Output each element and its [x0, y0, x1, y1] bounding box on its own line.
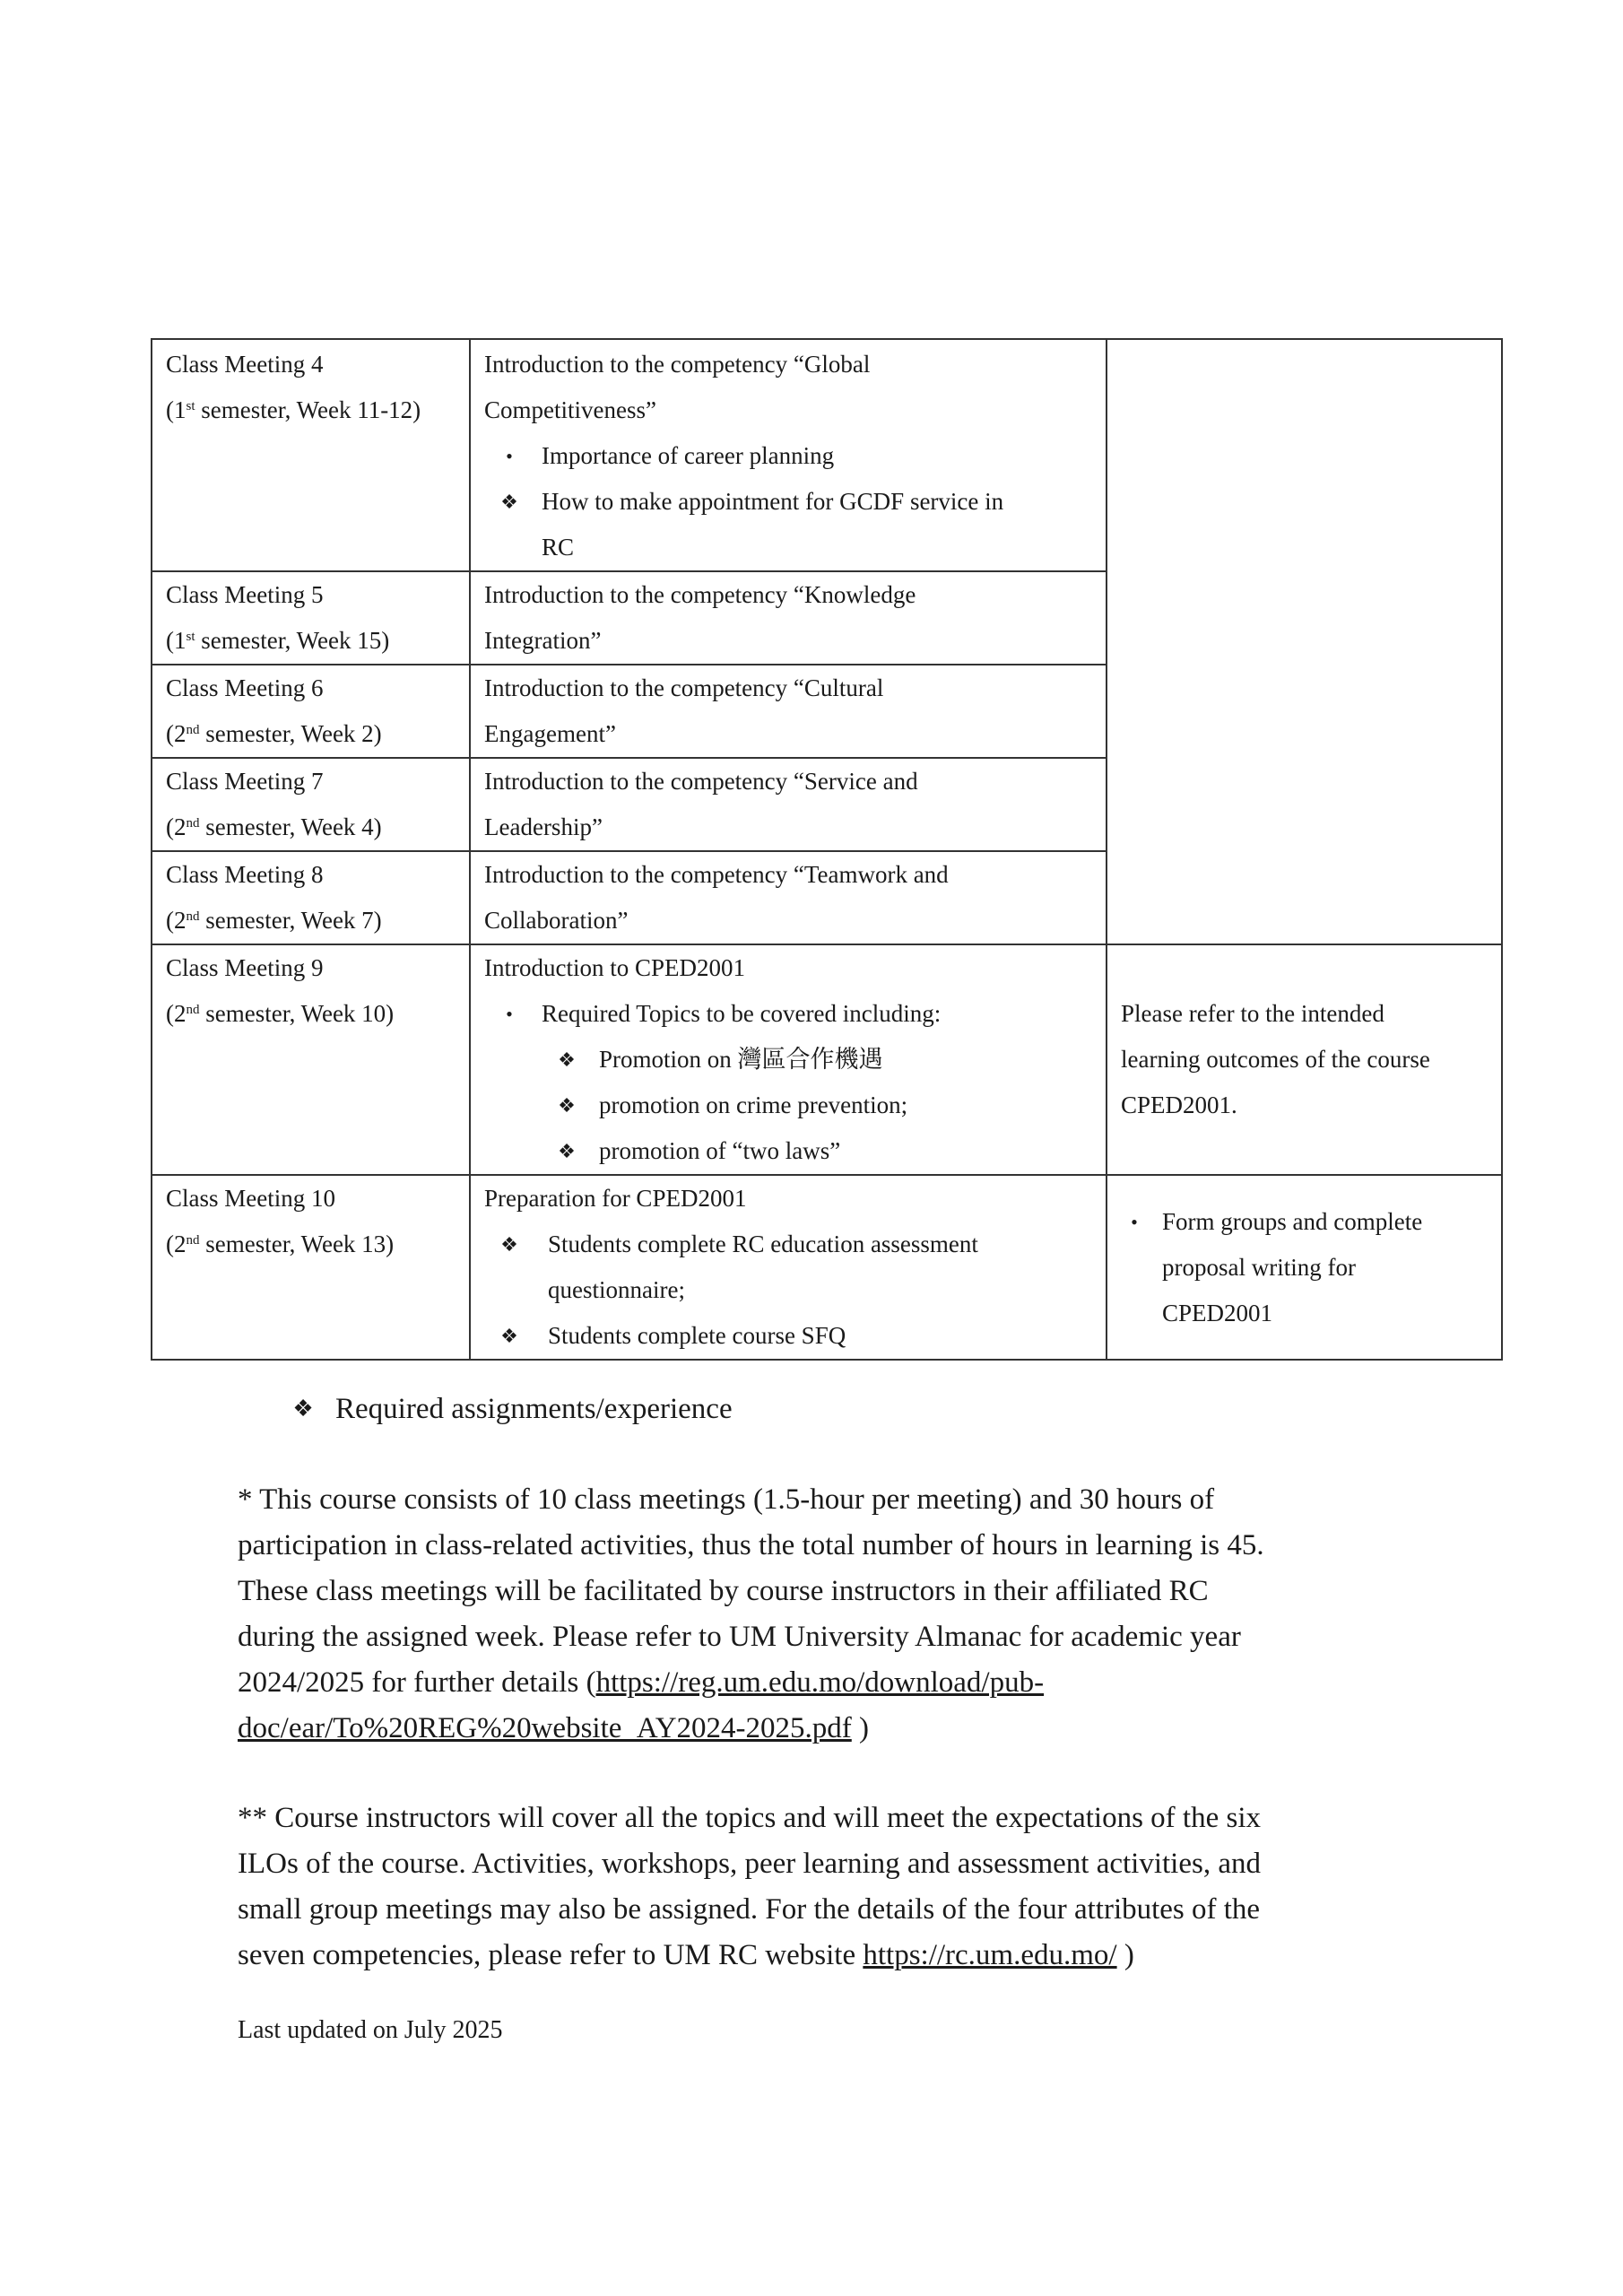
section-heading [285, 1386, 733, 1432]
meeting-name: Class Meeting 5 [166, 581, 324, 608]
outcome-line: CPED2001. [1121, 1091, 1237, 1118]
list-item [484, 1222, 1095, 1267]
list-item-text: promotion on crime prevention; [599, 1091, 908, 1118]
topic-line: Integration” [484, 627, 602, 654]
almanac-link[interactable]: https://reg.um.edu.mo/download/pub- [595, 1666, 1045, 1699]
meeting-schedule: (2nd semester, Week 13) [166, 1231, 395, 1257]
topic-line: Preparation for CPED2001 [484, 1185, 747, 1212]
diamond-bullet-icon: ❖ [500, 1233, 518, 1256]
meeting-schedule: (1st semester, Week 15) [166, 627, 390, 654]
outcome-cell [1107, 1175, 1502, 1360]
meeting-name: Class Meeting 7 [166, 768, 324, 795]
list-item-text: Students complete course SFQ [548, 1322, 846, 1349]
diamond-bullet-icon: ❖ [500, 1325, 518, 1347]
topic-line: Leadership” [484, 813, 603, 840]
rc-website-link[interactable]: https://rc.um.edu.mo/ [863, 1939, 1117, 1971]
note-line: 2024/2025 for further details (https://reg.um.edu.mo/download/pub- [238, 1666, 1045, 1699]
list-item [484, 1313, 1095, 1359]
meeting-name: Class Meeting 8 [166, 861, 324, 888]
list-item-text: proposal writing for [1162, 1253, 1356, 1281]
meeting-name: Class Meeting 10 [166, 1185, 335, 1212]
course-hours-note [238, 1477, 1421, 1752]
list-item-text: Importance of career planning [542, 442, 835, 469]
topic-cell [470, 851, 1107, 944]
list-item [1121, 1199, 1490, 1245]
list-item [484, 433, 1095, 479]
bullet-dot-icon: • [506, 445, 513, 467]
class-meetings-table [151, 338, 1503, 1361]
meeting-cell [152, 944, 470, 1175]
last-updated: Last updated on July 2025 [238, 2016, 503, 2044]
list-item-text: RC [542, 534, 575, 561]
note-line: These class meetings will be facilitated by course instructors in their affiliated RC [238, 1575, 1209, 1607]
meeting-cell [152, 1175, 470, 1360]
list-item-text: Required Topics to be covered including: [542, 1000, 942, 1027]
section-heading-text: Required assignments/experience [335, 1393, 733, 1425]
topic-line: Introduction to the competency “Cultural [484, 674, 884, 701]
list-item [484, 991, 1095, 1037]
topic-cell [470, 944, 1107, 1175]
instructors-note [238, 1796, 1421, 1979]
meeting-cell [152, 339, 470, 571]
diamond-bullet-icon: ❖ [500, 491, 518, 513]
list-item-text: CPED2001 [1162, 1299, 1273, 1326]
meeting-name: Class Meeting 9 [166, 954, 324, 981]
meeting-name: Class Meeting 6 [166, 674, 324, 701]
topic-line: Competitiveness” [484, 396, 656, 423]
meeting-schedule: (1st semester, Week 11-12) [166, 396, 421, 423]
note-line: participation in class-related activities, thus the total number of hours in learning is 45. [238, 1529, 1264, 1561]
list-item-text: Promotion on 灣區合作機遇 [599, 1046, 883, 1073]
almanac-link-continued[interactable]: doc/ear/To%20REG%20website_AY2024-2025.pdf [238, 1712, 852, 1744]
topic-cell [470, 665, 1107, 758]
note-line: ** Course instructors will cover all the topics and will meet the expectations of the six [238, 1802, 1261, 1834]
topic-cell [470, 339, 1107, 571]
topic-line: Introduction to the competency “Knowledge [484, 581, 916, 608]
meeting-cell [152, 571, 470, 665]
diamond-bullet-icon: ❖ [292, 1396, 314, 1422]
meeting-name: Class Meeting 4 [166, 351, 324, 378]
outcome-cell [1107, 339, 1502, 944]
diamond-bullet-icon: ❖ [558, 1048, 576, 1071]
note-line: ILOs of the course. Activities, workshops, peer learning and assessment activities, and [238, 1848, 1261, 1880]
list-item-text: Form groups and complete [1162, 1207, 1423, 1235]
note-line: small group meetings may also be assigned. For the details of the four attributes of the [238, 1893, 1261, 1926]
meeting-cell [152, 851, 470, 944]
outcome-cell [1107, 944, 1502, 1175]
meeting-schedule: (2nd semester, Week 2) [166, 720, 382, 747]
meeting-schedule: (2nd semester, Week 10) [166, 1000, 395, 1027]
meeting-cell [152, 665, 470, 758]
table-row [152, 944, 1502, 1175]
bullet-dot-icon: • [1131, 1210, 1138, 1233]
list-item-text: Students complete RC education assessment [548, 1231, 978, 1257]
topic-line: Engagement” [484, 720, 616, 747]
list-item [484, 479, 1095, 525]
note-line: doc/ear/To%20REG%20website_AY2024-2025.pdf ) [238, 1712, 870, 1744]
topic-cell [470, 1175, 1107, 1360]
topic-line: Collaboration” [484, 907, 629, 934]
diamond-bullet-icon: ❖ [558, 1140, 576, 1162]
note-line: * This course consists of 10 class meetings (1.5-hour per meeting) and 30 hours of [238, 1483, 1215, 1516]
bullet-dot-icon: • [506, 1003, 513, 1025]
list-item [484, 1083, 1095, 1128]
note-line: during the assigned week. Please refer to UM University Almanac for academic year [238, 1621, 1241, 1653]
outcome-line: learning outcomes of the course [1121, 1046, 1430, 1073]
topic-line: Introduction to the competency “Teamwork and [484, 861, 949, 888]
list-item [484, 1128, 1095, 1174]
topic-cell [470, 758, 1107, 851]
topic-line: Introduction to the competency “Global [484, 351, 871, 378]
topic-line: Introduction to CPED2001 [484, 954, 745, 981]
list-item [484, 1037, 1095, 1083]
topic-cell [470, 571, 1107, 665]
table-row [152, 339, 1502, 571]
list-item-text: How to make appointment for GCDF service in [542, 488, 1004, 515]
diamond-bullet-icon: ❖ [558, 1094, 576, 1117]
list-item-text: promotion of “two laws” [599, 1137, 841, 1164]
meeting-schedule: (2nd semester, Week 4) [166, 813, 382, 840]
outcome-line: Please refer to the intended [1121, 1000, 1384, 1027]
list-item-text: questionnaire; [548, 1276, 685, 1303]
note-line: seven competencies, please refer to UM RC website https://rc.um.edu.mo/ ) [238, 1939, 1134, 1971]
meeting-cell [152, 758, 470, 851]
meeting-schedule: (2nd semester, Week 7) [166, 907, 382, 934]
table-row [152, 1175, 1502, 1360]
topic-line: Introduction to the competency “Service and [484, 768, 918, 795]
